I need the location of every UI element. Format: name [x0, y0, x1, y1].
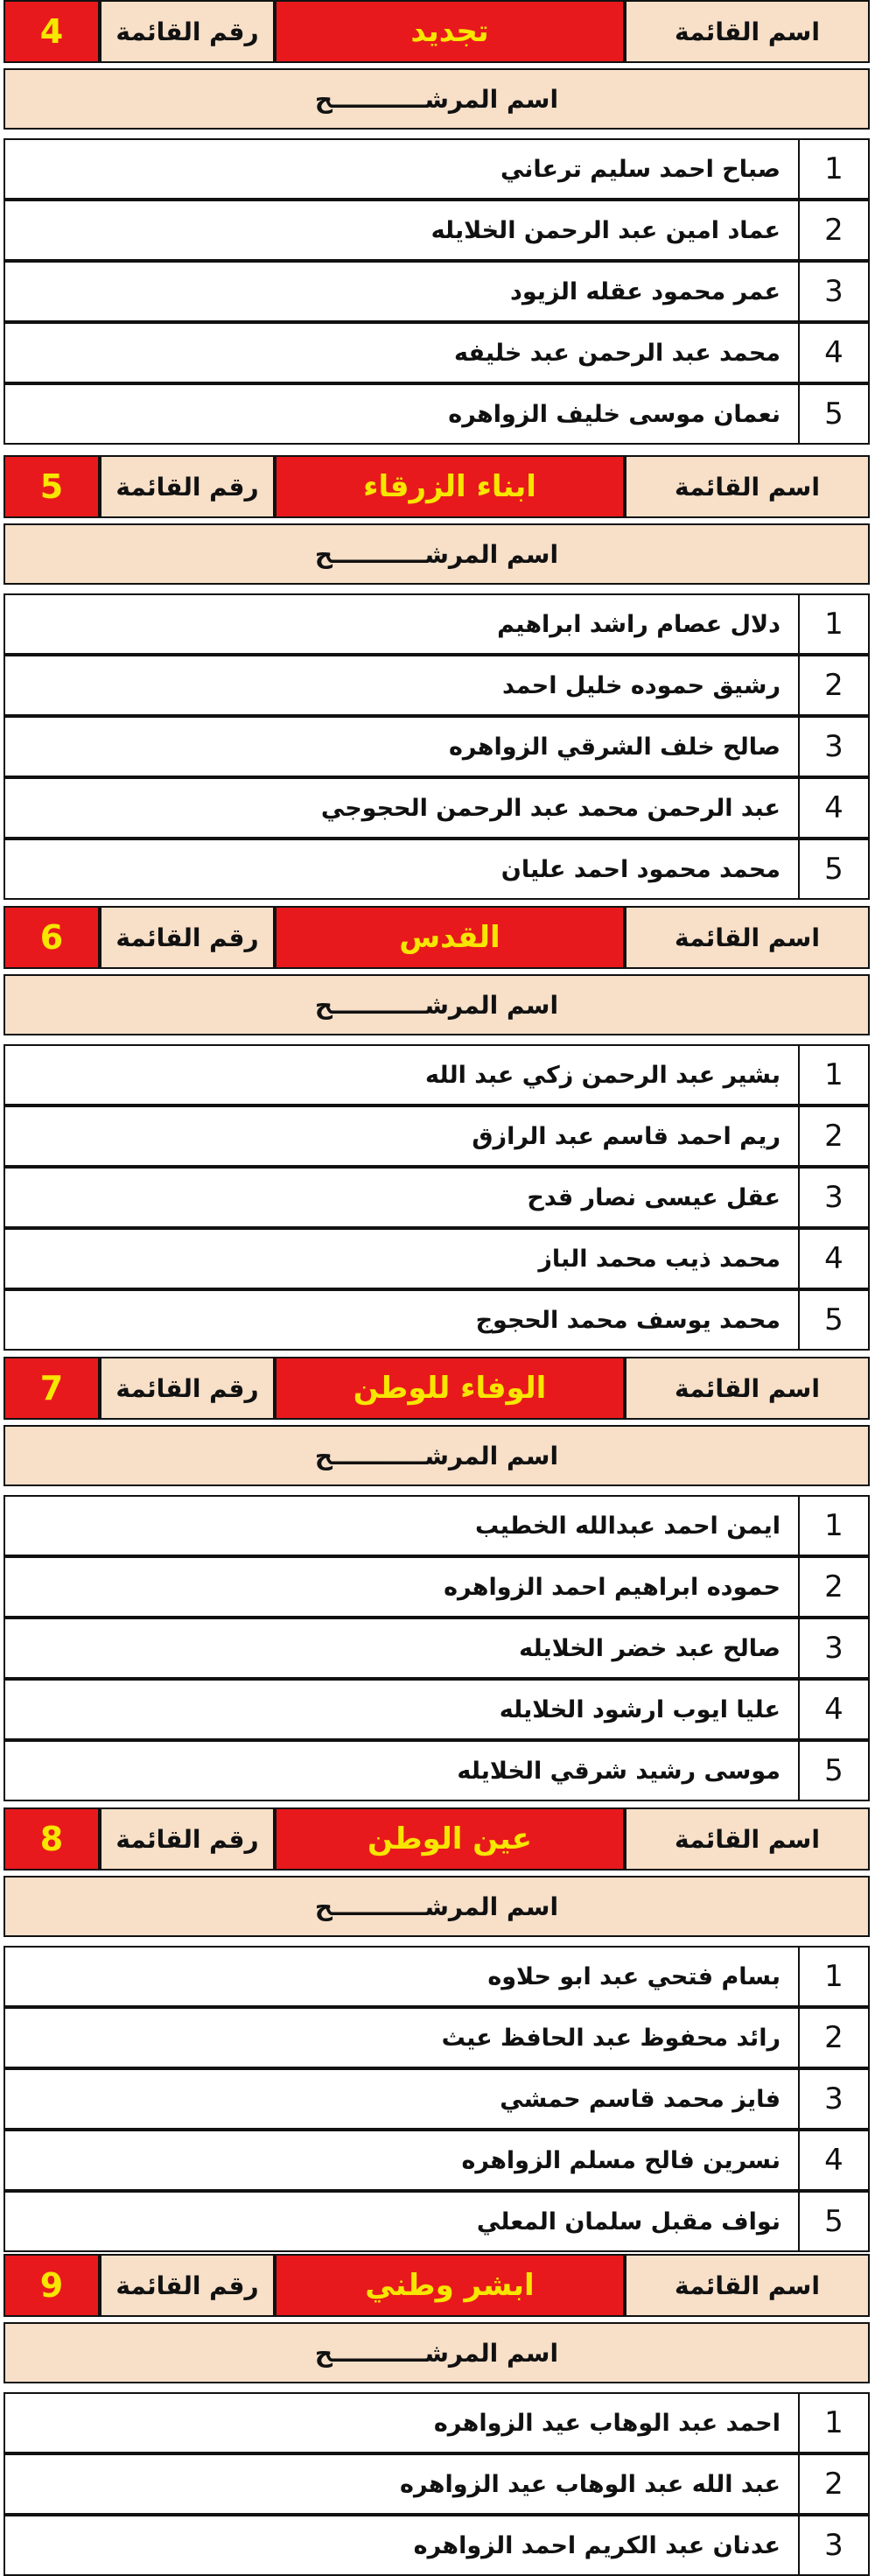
candidate-name: صالح عبد خضر الخلايله	[519, 1634, 780, 1662]
candidate-index: 2	[798, 1107, 868, 1165]
candidate-index: 1	[798, 2394, 868, 2452]
candidate-row	[4, 839, 870, 900]
candidate-index: 1	[798, 1497, 868, 1555]
candidate-row	[4, 2191, 870, 2252]
candidate-name: نسرين فالح مسلم الزواهره	[461, 2146, 780, 2174]
candidate-index: 5	[798, 1291, 868, 1349]
candidate-row	[4, 655, 870, 716]
list-name-label: اسم القائمة	[625, 0, 870, 63]
list-name: عين الوطن	[275, 1807, 625, 1871]
candidate-name-header: اسم المرشـــــــــــح	[4, 1876, 870, 1937]
candidate-name: محمد عبد الرحمن عبد خليفه	[454, 339, 780, 367]
candidate-index: 2	[798, 201, 868, 259]
candidate-index: 5	[798, 1742, 868, 1800]
candidate-name: دلال عصام راشد ابراهيم	[497, 610, 780, 638]
candidate-name: محمد يوسف محمد الحجوج	[475, 1306, 780, 1334]
candidate-name: رائد محفوظ عبد الحافظ عيث	[441, 2024, 780, 2052]
candidate-row	[4, 383, 870, 445]
candidate-name: بشير عبد الرحمن زكي عبد الله	[425, 1061, 780, 1089]
candidate-name: صباح احمد سليم ترعاني	[500, 155, 780, 183]
candidate-name: محمد محمود احمد عليان	[500, 855, 780, 883]
candidate-index: 2	[798, 2455, 868, 2513]
list-name: الوفاء للوطن	[275, 1357, 625, 1420]
candidate-name: ايمن احمد عبدالله الخطيب	[474, 1512, 780, 1540]
candidate-index: 4	[798, 324, 868, 382]
candidate-name: عليا ايوب ارشود الخلايله	[499, 1695, 780, 1723]
candidate-row	[4, 2515, 870, 2576]
candidate-row	[4, 2068, 870, 2130]
candidate-row	[4, 1044, 870, 1106]
candidate-index: 3	[798, 2516, 868, 2574]
candidate-index: 4	[798, 1230, 868, 1288]
candidate-index: 4	[798, 779, 868, 837]
candidate-row	[4, 2007, 870, 2068]
candidate-row	[4, 777, 870, 839]
candidate-index: 3	[798, 1169, 868, 1226]
candidate-name-header: اسم المرشـــــــــــح	[4, 974, 870, 1035]
candidate-index: 4	[798, 1681, 868, 1738]
candidate-row	[4, 2453, 870, 2515]
list-name: ابشر وطني	[275, 2254, 625, 2317]
candidate-name-header: اسم المرشـــــــــــح	[4, 2322, 870, 2383]
list-number: 8	[4, 1807, 100, 1871]
list-number-label: رقم القائمة	[100, 0, 275, 63]
candidate-row	[4, 1106, 870, 1167]
candidate-name-header: اسم المرشـــــــــــح	[4, 68, 870, 130]
candidate-row	[4, 2392, 870, 2453]
candidate-index: 5	[798, 840, 868, 898]
candidate-name: فايز محمد قاسم حمشي	[500, 2085, 780, 2113]
candidate-row	[4, 1946, 870, 2007]
list-number-label: رقم القائمة	[100, 2254, 275, 2317]
candidate-name: عبد الرحمن محمد عبد الرحمن الحجوجي	[320, 794, 780, 822]
candidate-row	[4, 261, 870, 322]
list-name: تجديد	[275, 0, 625, 63]
candidate-name-header: اسم المرشـــــــــــح	[4, 1425, 870, 1486]
candidate-index: 2	[798, 2009, 868, 2067]
candidate-name: حموده ابراهيم احمد الزواهره	[444, 1573, 780, 1601]
candidate-row	[4, 200, 870, 261]
candidate-row	[4, 1618, 870, 1679]
candidate-name: موسى رشيد شرقي الخلايله	[457, 1757, 780, 1785]
candidate-name: رشيق حموده خليل احمد	[502, 671, 780, 699]
candidate-index: 3	[798, 263, 868, 320]
candidate-name: ريم احمد قاسم عبد الرازق	[472, 1122, 780, 1150]
candidate-index: 1	[798, 1046, 868, 1104]
candidate-index: 1	[798, 1948, 868, 2005]
candidate-index: 4	[798, 2131, 868, 2189]
candidate-index: 1	[798, 595, 868, 653]
candidate-row	[4, 138, 870, 200]
candidate-row	[4, 1556, 870, 1618]
candidate-name: صالح خلف الشرقي الزواهره	[448, 733, 780, 761]
candidate-row	[4, 1679, 870, 1740]
list-number: 9	[4, 2254, 100, 2317]
candidate-index: 1	[798, 140, 868, 198]
candidate-index: 3	[798, 718, 868, 776]
list-name-label: اسم القائمة	[625, 455, 870, 518]
candidate-row	[4, 1228, 870, 1289]
candidate-index: 2	[798, 656, 868, 714]
list-number: 6	[4, 906, 100, 969]
candidate-row	[4, 322, 870, 383]
list-number-label: رقم القائمة	[100, 1807, 275, 1871]
list-name-label: اسم القائمة	[625, 1807, 870, 1871]
candidate-row	[4, 1167, 870, 1228]
list-name-label: اسم القائمة	[625, 906, 870, 969]
candidate-name: محمد ذيب محمد الباز	[538, 1245, 780, 1273]
candidate-name: عدنان عبد الكريم احمد الزواهره	[413, 2531, 780, 2559]
candidate-row	[4, 716, 870, 777]
candidate-name: عمر محمود عقله الزيود	[510, 277, 780, 305]
candidate-name: بسام فتحي عبد ابو حلاوه	[487, 1962, 780, 1990]
candidate-name: نواف مقبل سلمان المعلي	[476, 2207, 780, 2236]
candidate-index: 3	[798, 2070, 868, 2128]
candidate-name-header: اسم المرشـــــــــــح	[4, 523, 870, 585]
candidate-row	[4, 1740, 870, 1801]
candidate-row	[4, 1495, 870, 1556]
list-name: ابناء الزرقاء	[275, 455, 625, 518]
candidate-name: عبد الله عبد الوهاب عيد الزواهره	[400, 2470, 780, 2498]
list-number: 4	[4, 0, 100, 63]
list-number-label: رقم القائمة	[100, 455, 275, 518]
candidate-row	[4, 1289, 870, 1351]
candidate-row	[4, 2130, 870, 2191]
candidate-name: عماد امين عبد الرحمن الخلايله	[430, 216, 780, 244]
candidate-index: 5	[798, 385, 868, 443]
candidate-name: احمد عبد الوهاب عيد الزواهره	[433, 2409, 780, 2437]
candidate-name: نعمان موسى خليف الزواهره	[448, 400, 780, 428]
candidate-row	[4, 593, 870, 655]
candidate-index: 5	[798, 2193, 868, 2250]
list-number-label: رقم القائمة	[100, 906, 275, 969]
list-number: 5	[4, 455, 100, 518]
candidate-index: 2	[798, 1558, 868, 1616]
candidate-name: عقل عيسى نصار قدح	[527, 1183, 780, 1211]
list-number-label: رقم القائمة	[100, 1357, 275, 1420]
list-name-label: اسم القائمة	[625, 2254, 870, 2317]
candidate-index: 3	[798, 1619, 868, 1677]
list-number: 7	[4, 1357, 100, 1420]
list-name: القدس	[275, 906, 625, 969]
list-name-label: اسم القائمة	[625, 1357, 870, 1420]
